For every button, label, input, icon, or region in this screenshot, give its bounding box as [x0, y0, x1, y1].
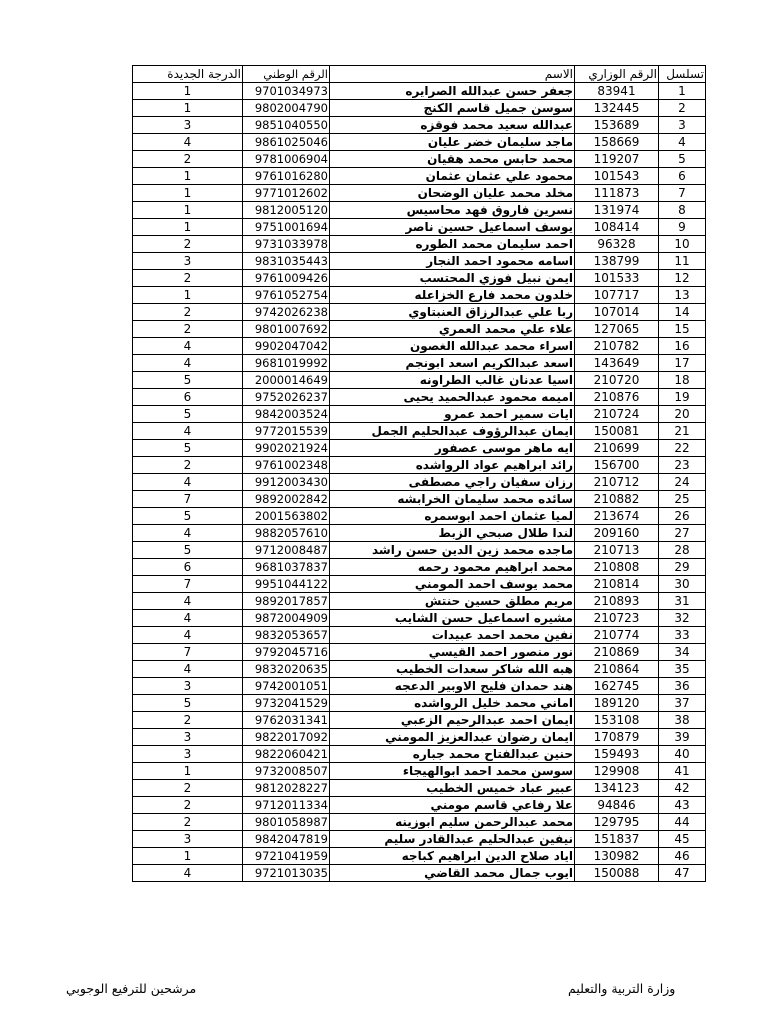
cell-ministry-id: 143649	[575, 355, 659, 372]
cell-ministry-id: 107014	[575, 304, 659, 321]
cell-grade: 3	[133, 117, 243, 134]
cell-national-id: 9892017857	[243, 593, 330, 610]
cell-national-id: 2001563802	[243, 508, 330, 525]
cell-national-id: 9851040550	[243, 117, 330, 134]
cell-national-id: 9761002348	[243, 457, 330, 474]
cell-serial: 46	[659, 848, 706, 865]
cell-name: محمد يوسف احمد المومني	[330, 576, 575, 593]
cell-grade: 1	[133, 168, 243, 185]
cell-grade: 4	[133, 865, 243, 882]
cell-name: هبه الله شاكر سعدات الخطيب	[330, 661, 575, 678]
cell-ministry-id: 96328	[575, 236, 659, 253]
cell-ministry-id: 210876	[575, 389, 659, 406]
cell-serial: 18	[659, 372, 706, 389]
cell-serial: 9	[659, 219, 706, 236]
table-row	[133, 440, 706, 457]
cell-ministry-id: 210724	[575, 406, 659, 423]
cell-national-id: 9902021924	[243, 440, 330, 457]
cell-serial: 16	[659, 338, 706, 355]
cell-serial: 1	[659, 83, 706, 100]
cell-name: محمد حابس محمد هقيان	[330, 151, 575, 168]
cell-ministry-id: 94846	[575, 797, 659, 814]
cell-ministry-id: 150088	[575, 865, 659, 882]
cell-name: ايمان عبدالرؤوف عبدالحليم الجمل	[330, 423, 575, 440]
table-row	[133, 457, 706, 474]
cell-ministry-id: 210864	[575, 661, 659, 678]
cell-name: محمد عبدالرحمن سليم ابوزينه	[330, 814, 575, 831]
cell-grade: 2	[133, 814, 243, 831]
cell-grade: 2	[133, 151, 243, 168]
cell-grade: 1	[133, 202, 243, 219]
cell-ministry-id: 210782	[575, 338, 659, 355]
cell-grade: 2	[133, 457, 243, 474]
cell-grade: 5	[133, 406, 243, 423]
cell-national-id: 9792045716	[243, 644, 330, 661]
table-row	[133, 185, 706, 202]
table-row	[133, 814, 706, 831]
table-row	[133, 542, 706, 559]
table-row	[133, 253, 706, 270]
table-row	[133, 202, 706, 219]
cell-national-id: 9951044122	[243, 576, 330, 593]
cell-name: سائده محمد سليمان الخرابشه	[330, 491, 575, 508]
cell-ministry-id: 213674	[575, 508, 659, 525]
cell-ministry-id: 158669	[575, 134, 659, 151]
cell-name: مريم مطلق حسين حنتش	[330, 593, 575, 610]
cell-national-id: 9832020635	[243, 661, 330, 678]
cell-serial: 17	[659, 355, 706, 372]
cell-grade: 4	[133, 661, 243, 678]
cell-grade: 2	[133, 780, 243, 797]
cell-national-id: 9751001694	[243, 219, 330, 236]
cell-grade: 5	[133, 695, 243, 712]
cell-serial: 39	[659, 729, 706, 746]
table-row	[133, 151, 706, 168]
cell-name: عبدالله سعيد محمد فوقزه	[330, 117, 575, 134]
cell-name: اياد صلاح الدين ابراهيم كباجه	[330, 848, 575, 865]
table-row	[133, 593, 706, 610]
cell-ministry-id: 210723	[575, 610, 659, 627]
cell-name: ايمان رضوان عبدالعزيز المومني	[330, 729, 575, 746]
table-row	[133, 117, 706, 134]
table-row	[133, 780, 706, 797]
cell-ministry-id: 162745	[575, 678, 659, 695]
cell-national-id: 9801007692	[243, 321, 330, 338]
cell-serial: 36	[659, 678, 706, 695]
cell-name: ايات سمير احمد عمرو	[330, 406, 575, 423]
cell-serial: 31	[659, 593, 706, 610]
cell-national-id: 9761009426	[243, 270, 330, 287]
cell-serial: 44	[659, 814, 706, 831]
table-row	[133, 678, 706, 695]
cell-ministry-id: 111873	[575, 185, 659, 202]
table-row	[133, 304, 706, 321]
header-national-id: الرقم الوطني	[243, 66, 330, 83]
cell-grade: 3	[133, 678, 243, 695]
cell-name: محمد ابراهيم محمود رحمه	[330, 559, 575, 576]
cell-serial: 8	[659, 202, 706, 219]
cell-ministry-id: 150081	[575, 423, 659, 440]
cell-serial: 11	[659, 253, 706, 270]
cell-national-id: 9842047819	[243, 831, 330, 848]
cell-ministry-id: 153108	[575, 712, 659, 729]
cell-name: لميا عثمان احمد ابوسمره	[330, 508, 575, 525]
cell-ministry-id: 119207	[575, 151, 659, 168]
cell-ministry-id: 151837	[575, 831, 659, 848]
table-row	[133, 270, 706, 287]
table-row	[133, 576, 706, 593]
cell-serial: 35	[659, 661, 706, 678]
cell-name: اسامه محمود احمد النجار	[330, 253, 575, 270]
cell-name: ربا علي عبدالرزاق العنبتاوي	[330, 304, 575, 321]
cell-grade: 1	[133, 219, 243, 236]
cell-grade: 1	[133, 287, 243, 304]
table-body	[133, 83, 706, 882]
table-row	[133, 219, 706, 236]
cell-national-id: 9761052754	[243, 287, 330, 304]
cell-serial: 21	[659, 423, 706, 440]
cell-name: علا رفاعي قاسم مومني	[330, 797, 575, 814]
cell-national-id: 9781006904	[243, 151, 330, 168]
cell-national-id: 9831035443	[243, 253, 330, 270]
cell-grade: 1	[133, 83, 243, 100]
table-row	[133, 287, 706, 304]
table-row	[133, 372, 706, 389]
cell-serial: 14	[659, 304, 706, 321]
cell-name: خلدون محمد فارع الخزاعله	[330, 287, 575, 304]
cell-serial: 13	[659, 287, 706, 304]
cell-name: نسرين فاروق فهد محاسيس	[330, 202, 575, 219]
cell-grade: 7	[133, 644, 243, 661]
header-ministry-id: الرقم الوزاري	[575, 66, 659, 83]
table-row	[133, 661, 706, 678]
cell-name: ايمن نبيل فوزي المحتسب	[330, 270, 575, 287]
footer-ministry-label: وزارة التربية والتعليم	[568, 981, 676, 996]
cell-serial: 33	[659, 627, 706, 644]
cell-grade: 1	[133, 100, 243, 117]
cell-serial: 5	[659, 151, 706, 168]
cell-name: ايوب جمال محمد القاضي	[330, 865, 575, 882]
cell-serial: 32	[659, 610, 706, 627]
table-row	[133, 355, 706, 372]
cell-ministry-id: 159493	[575, 746, 659, 763]
cell-grade: 4	[133, 474, 243, 491]
table-row	[133, 423, 706, 440]
cell-national-id: 9801058987	[243, 814, 330, 831]
cell-grade: 5	[133, 542, 243, 559]
cell-name: لندا طلال صبحي الزبط	[330, 525, 575, 542]
cell-serial: 38	[659, 712, 706, 729]
cell-name: نيفين عبدالحليم عبدالقادر سليم	[330, 831, 575, 848]
cell-grade: 6	[133, 389, 243, 406]
cell-name: عبير عباد خميس الخطيب	[330, 780, 575, 797]
cell-grade: 6	[133, 559, 243, 576]
cell-national-id: 9681037837	[243, 559, 330, 576]
cell-national-id: 9772015539	[243, 423, 330, 440]
table-row	[133, 712, 706, 729]
cell-grade: 7	[133, 576, 243, 593]
cell-serial: 22	[659, 440, 706, 457]
cell-national-id: 9812005120	[243, 202, 330, 219]
cell-name: مشيره اسماعيل حسن الشايب	[330, 610, 575, 627]
cell-serial: 10	[659, 236, 706, 253]
cell-name: اسراء محمد عبدالله الغصون	[330, 338, 575, 355]
table-row	[133, 525, 706, 542]
cell-national-id: 9912003430	[243, 474, 330, 491]
table-row	[133, 831, 706, 848]
table-row	[133, 763, 706, 780]
cell-national-id: 9712008487	[243, 542, 330, 559]
cell-name: اسيا عدنان غالب الطراونه	[330, 372, 575, 389]
cell-serial: 41	[659, 763, 706, 780]
cell-ministry-id: 108414	[575, 219, 659, 236]
cell-name: رائد ابراهيم عواد الرواشده	[330, 457, 575, 474]
cell-name: احمد سليمان محمد الطوره	[330, 236, 575, 253]
cell-national-id: 9762031341	[243, 712, 330, 729]
cell-name: اسعد عبدالكريم اسعد ابونجم	[330, 355, 575, 372]
cell-national-id: 9721041959	[243, 848, 330, 865]
cell-national-id: 9822060421	[243, 746, 330, 763]
cell-name: ماجد سليمان خضر عليان	[330, 134, 575, 151]
cell-national-id: 9732041529	[243, 695, 330, 712]
cell-national-id: 9902047042	[243, 338, 330, 355]
table-row	[133, 797, 706, 814]
cell-grade: 4	[133, 423, 243, 440]
cell-grade: 1	[133, 848, 243, 865]
cell-serial: 7	[659, 185, 706, 202]
cell-national-id: 2000014649	[243, 372, 330, 389]
cell-ministry-id: 83941	[575, 83, 659, 100]
cell-grade: 3	[133, 253, 243, 270]
cell-name: سوسن محمد احمد ابوالهيجاء	[330, 763, 575, 780]
cell-serial: 19	[659, 389, 706, 406]
table-row	[133, 627, 706, 644]
cell-ministry-id: 210699	[575, 440, 659, 457]
cell-ministry-id: 210869	[575, 644, 659, 661]
cell-name: يوسف اسماعيل حسين ناصر	[330, 219, 575, 236]
cell-name: نور منصور احمد القيسي	[330, 644, 575, 661]
cell-national-id: 9861025046	[243, 134, 330, 151]
cell-grade: 4	[133, 355, 243, 372]
cell-name: اميمه محمود عبدالحميد يحيى	[330, 389, 575, 406]
cell-ministry-id: 127065	[575, 321, 659, 338]
cell-ministry-id: 210774	[575, 627, 659, 644]
cell-ministry-id: 129908	[575, 763, 659, 780]
cell-national-id: 9771012602	[243, 185, 330, 202]
cell-serial: 45	[659, 831, 706, 848]
table-row	[133, 491, 706, 508]
cell-grade: 4	[133, 610, 243, 627]
cell-name: نفين محمد احمد عبيدات	[330, 627, 575, 644]
cell-grade: 5	[133, 440, 243, 457]
cell-name: اماني محمد خليل الرواشده	[330, 695, 575, 712]
cell-ministry-id: 131974	[575, 202, 659, 219]
cell-serial: 20	[659, 406, 706, 423]
cell-national-id: 9761016280	[243, 168, 330, 185]
table-row	[133, 134, 706, 151]
table-row	[133, 338, 706, 355]
cell-national-id: 9681019992	[243, 355, 330, 372]
cell-national-id: 9752026237	[243, 389, 330, 406]
cell-national-id: 9882057610	[243, 525, 330, 542]
footer-candidates-label: مرشحين للترفيع الوجوبي	[66, 981, 197, 996]
cell-serial: 26	[659, 508, 706, 525]
cell-grade: 1	[133, 185, 243, 202]
table-row	[133, 474, 706, 491]
cell-grade: 2	[133, 712, 243, 729]
table-row	[133, 83, 706, 100]
cell-grade: 3	[133, 746, 243, 763]
cell-name: سوسن جميل قاسم الكنج	[330, 100, 575, 117]
cell-national-id: 9892002842	[243, 491, 330, 508]
header-grade: الدرجة الجديدة	[133, 66, 243, 83]
cell-grade: 3	[133, 729, 243, 746]
cell-serial: 47	[659, 865, 706, 882]
cell-ministry-id: 153689	[575, 117, 659, 134]
cell-ministry-id: 210808	[575, 559, 659, 576]
cell-national-id: 9732008507	[243, 763, 330, 780]
cell-serial: 27	[659, 525, 706, 542]
cell-ministry-id: 210712	[575, 474, 659, 491]
cell-ministry-id: 210893	[575, 593, 659, 610]
cell-grade: 4	[133, 134, 243, 151]
cell-national-id: 9721013035	[243, 865, 330, 882]
cell-serial: 4	[659, 134, 706, 151]
cell-ministry-id: 134123	[575, 780, 659, 797]
cell-grade: 1	[133, 763, 243, 780]
cell-ministry-id: 170879	[575, 729, 659, 746]
cell-grade: 4	[133, 525, 243, 542]
cell-national-id: 9742026238	[243, 304, 330, 321]
header-name: الاسم	[330, 66, 575, 83]
cell-serial: 24	[659, 474, 706, 491]
table-row	[133, 746, 706, 763]
table-row	[133, 508, 706, 525]
cell-ministry-id: 130982	[575, 848, 659, 865]
cell-serial: 12	[659, 270, 706, 287]
cell-grade: 4	[133, 338, 243, 355]
table-row	[133, 695, 706, 712]
candidates-table	[132, 65, 706, 882]
cell-grade: 5	[133, 508, 243, 525]
cell-national-id: 9872004909	[243, 610, 330, 627]
cell-serial: 43	[659, 797, 706, 814]
cell-national-id: 9731033978	[243, 236, 330, 253]
cell-serial: 29	[659, 559, 706, 576]
cell-national-id: 9832053657	[243, 627, 330, 644]
cell-ministry-id: 138799	[575, 253, 659, 270]
table-header-row	[133, 66, 706, 83]
cell-serial: 6	[659, 168, 706, 185]
cell-serial: 34	[659, 644, 706, 661]
cell-national-id: 9802004790	[243, 100, 330, 117]
cell-ministry-id: 156700	[575, 457, 659, 474]
cell-ministry-id: 189120	[575, 695, 659, 712]
table-row	[133, 168, 706, 185]
cell-national-id: 9701034973	[243, 83, 330, 100]
cell-ministry-id: 210713	[575, 542, 659, 559]
table-row	[133, 644, 706, 661]
cell-name: مخلد محمد عليان الوضحان	[330, 185, 575, 202]
cell-grade: 3	[133, 831, 243, 848]
cell-grade: 2	[133, 270, 243, 287]
cell-name: جعفر حسن عبدالله الصرايره	[330, 83, 575, 100]
cell-serial: 15	[659, 321, 706, 338]
table-row	[133, 236, 706, 253]
cell-ministry-id: 101543	[575, 168, 659, 185]
cell-name: هند حمدان فليح الاوبير الدعجه	[330, 678, 575, 695]
cell-name: ايه ماهر موسى عصفور	[330, 440, 575, 457]
table-row	[133, 610, 706, 627]
cell-ministry-id: 107717	[575, 287, 659, 304]
cell-name: محمود علي عثمان عثمان	[330, 168, 575, 185]
cell-grade: 2	[133, 797, 243, 814]
cell-ministry-id: 210720	[575, 372, 659, 389]
cell-national-id: 9842003524	[243, 406, 330, 423]
cell-ministry-id: 132445	[575, 100, 659, 117]
cell-name: رزان سفيان راجي مصطفى	[330, 474, 575, 491]
cell-national-id: 9822017092	[243, 729, 330, 746]
cell-national-id: 9712011334	[243, 797, 330, 814]
cell-ministry-id: 101533	[575, 270, 659, 287]
cell-name: حنين عبدالفتاح محمد جباره	[330, 746, 575, 763]
cell-name: ماجده محمد زين الدين حسن راشد	[330, 542, 575, 559]
cell-name: ايمان احمد عبدالرحيم الزعبي	[330, 712, 575, 729]
cell-serial: 28	[659, 542, 706, 559]
cell-serial: 23	[659, 457, 706, 474]
cell-grade: 2	[133, 304, 243, 321]
table-row	[133, 848, 706, 865]
cell-serial: 37	[659, 695, 706, 712]
cell-grade: 4	[133, 593, 243, 610]
cell-grade: 2	[133, 321, 243, 338]
table-row	[133, 406, 706, 423]
cell-grade: 7	[133, 491, 243, 508]
cell-national-id: 9742001051	[243, 678, 330, 695]
cell-grade: 2	[133, 236, 243, 253]
cell-serial: 3	[659, 117, 706, 134]
table-row	[133, 321, 706, 338]
table-row	[133, 729, 706, 746]
cell-serial: 25	[659, 491, 706, 508]
table-row	[133, 100, 706, 117]
cell-grade: 5	[133, 372, 243, 389]
table-row	[133, 389, 706, 406]
table-row	[133, 559, 706, 576]
cell-serial: 30	[659, 576, 706, 593]
cell-name: علاء علي محمد العمري	[330, 321, 575, 338]
table-row	[133, 865, 706, 882]
cell-serial: 42	[659, 780, 706, 797]
cell-ministry-id: 129795	[575, 814, 659, 831]
cell-national-id: 9812028227	[243, 780, 330, 797]
cell-ministry-id: 210882	[575, 491, 659, 508]
cell-serial: 2	[659, 100, 706, 117]
cell-grade: 4	[133, 627, 243, 644]
cell-ministry-id: 209160	[575, 525, 659, 542]
header-serial: تسلسل	[659, 66, 706, 83]
cell-ministry-id: 210814	[575, 576, 659, 593]
cell-serial: 40	[659, 746, 706, 763]
